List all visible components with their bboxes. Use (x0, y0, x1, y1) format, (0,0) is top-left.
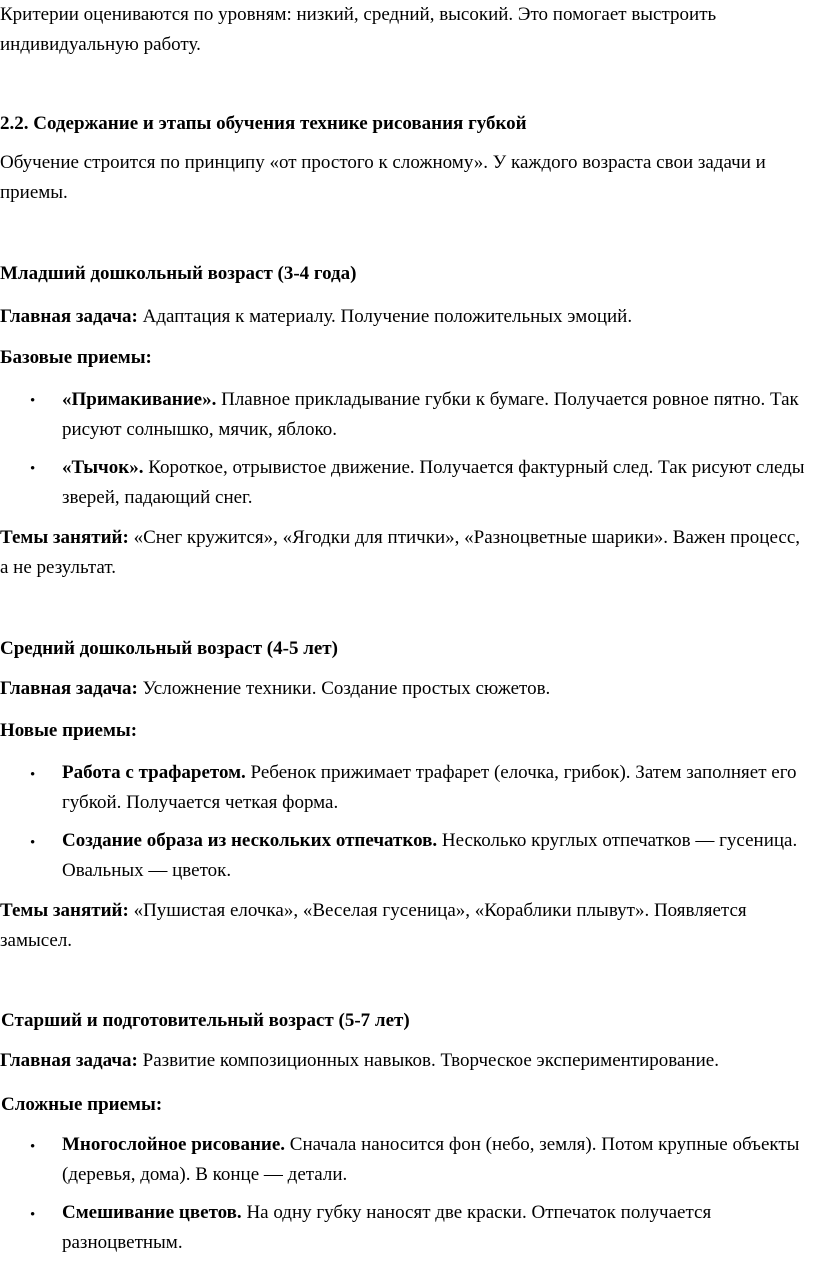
section-intro-paragraph: Обучение строится по принципу «от простого к сложному». У каждого возраста свои задачи и приемы. (0, 152, 766, 203)
group-2-techniques-label: Новые приемы: (0, 720, 138, 741)
group-1-techniques-label: Базовые приемы: (0, 347, 152, 368)
intro-paragraph: Критерии оцениваются по уровням: низкий, средний, высокий. Это помогает выстроить индивидуальную работу. (0, 4, 717, 55)
group-2-topics-text: «Пушистая елочка», «Веселая гусеница», «Кораблики плывут». Появляется замысел. (0, 900, 747, 951)
bullet-icon: • (30, 1207, 36, 1223)
group-3-task (0, 1046, 806, 1076)
group-2-item-2-text: Несколько круглых отпечатков — гусеница. Овальных — цветок. (62, 830, 798, 881)
group-2-heading: Средний дошкольный возраст (4-5 лет) (0, 638, 338, 659)
bullet-icon: • (30, 835, 36, 851)
section-heading: 2.2. Содержание и этапы обучения технике рисования губкой (0, 113, 527, 134)
group-1-topics-text: «Снег кружится», «Ягодки для птички», «Разноцветные шарики». Важен процесс, а не результат. (0, 527, 800, 578)
bullet-icon: • (30, 1139, 36, 1155)
bullet-icon: • (30, 461, 36, 477)
group-1-topics (0, 523, 806, 583)
group-1-item-2-text: Короткое, отрывистое движение. Получается фактурный след. Так рисуют следы зверей, падающий снег. (62, 457, 805, 508)
group-1-task (0, 302, 806, 332)
group-2-task-text: Усложнение техники. Создание простых сюжетов. (137, 678, 551, 699)
group-2-task (0, 674, 806, 704)
group-3-heading: Старший и подготовительный возраст (5-7 лет) (1, 1010, 410, 1031)
group-2-item-1-term: Работа с трафаретом. (62, 762, 246, 783)
group-1-item-2 (62, 453, 806, 513)
group-3-task-text: Развитие композиционных навыков. Творческое экспериментирование. (137, 1050, 719, 1071)
group-2-topics (0, 896, 806, 956)
group-3-item-1 (62, 1130, 806, 1190)
group-3-item-2-term: Смешивание цветов. (62, 1202, 242, 1223)
group-3-techniques-label: Сложные приемы: (1, 1094, 163, 1115)
group-1-task-text: Адаптация к материалу. Получение положительных эмоций. (137, 306, 633, 327)
group-1-item-1-text: Плавное прикладывание губки к бумаге. Получается ровное пятно. Так рисуют солнышко, мячик, яблоко. (62, 389, 799, 440)
group-1-heading: Младший дошкольный возраст (3-4 года) (0, 263, 357, 284)
group-3-item-2 (62, 1198, 806, 1258)
group-1-task-label: Главная задача: (0, 306, 138, 327)
group-1-item-1-term: «Примакивание». (62, 389, 217, 410)
bullet-icon: • (30, 393, 36, 409)
group-2-task-label: Главная задача: (0, 678, 138, 699)
group-2-item-2 (62, 826, 806, 886)
group-1-item-1 (62, 385, 806, 445)
group-3-item-2-text: На одну губку наносят две краски. Отпечаток получается разноцветным. (62, 1202, 712, 1253)
group-1-topics-label: Темы занятий: (0, 527, 129, 548)
group-2-item-1 (62, 758, 806, 818)
group-2-topics-label: Темы занятий: (0, 900, 129, 921)
group-1-item-2-term: «Тычок». (62, 457, 144, 478)
bullet-icon: • (30, 767, 36, 783)
group-3-task-label: Главная задача: (0, 1050, 138, 1071)
group-3-item-1-term: Многослойное рисование. (62, 1134, 286, 1155)
group-2-item-2-term: Создание образа из нескольких отпечатков. (62, 830, 438, 851)
group-3-item-1-text: Сначала наносится фон (небо, земля). Потом крупные объекты (деревья, дома). В конце — детали. (62, 1134, 800, 1185)
group-2-item-1-text: Ребенок прижимает трафарет (елочка, грибок). Затем заполняет его губкой. Получается четкая форма. (62, 762, 797, 813)
